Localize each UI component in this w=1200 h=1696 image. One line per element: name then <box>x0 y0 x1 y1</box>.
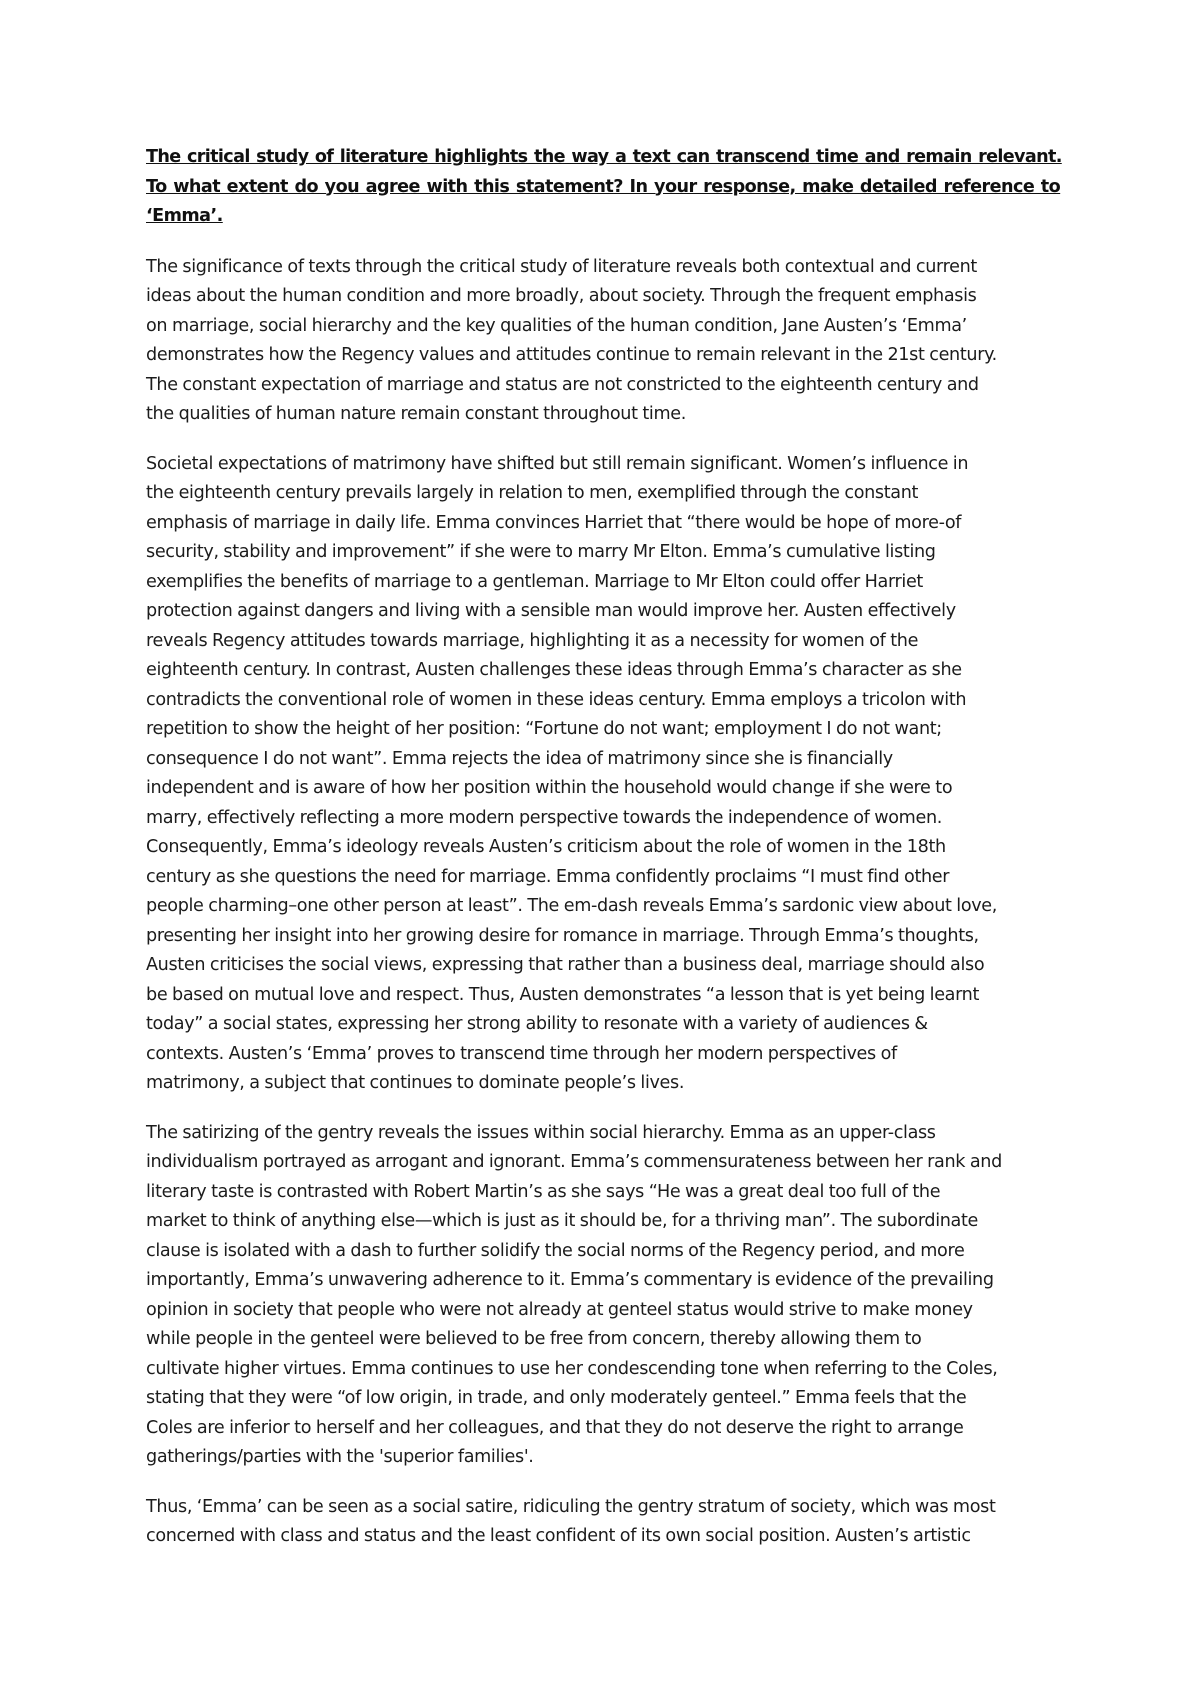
text-line: protection against dangers and living with a sensible man would improve her. Austen effectively <box>146 601 956 621</box>
text-line: importantly, Emma’s unwavering adherence to it. Emma’s commentary is evidence of the prevailing <box>146 1270 994 1290</box>
text-line: today” a social states, expressing her strong ability to resonate with a variety of audiences & <box>146 1014 928 1034</box>
paragraph-matrimony <box>146 450 1066 1099</box>
title-line: To what extent do you agree with this statement? In your response, make detailed reference to <box>146 176 1061 197</box>
text-line: people charming–one other person at least”. The em-dash reveals Emma’s sardonic view about love, <box>146 896 998 916</box>
text-line: Consequently, Emma’s ideology reveals Austen’s criticism about the role of women in the 18th <box>146 837 946 857</box>
text-line: demonstrates how the Regency values and attitudes continue to remain relevant in the 21st century. <box>146 345 997 365</box>
text-line: ideas about the human condition and more broadly, about society. Through the frequent emphasis <box>146 286 977 306</box>
text-line: the eighteenth century prevails largely in relation to men, exemplified through the constant <box>146 483 919 503</box>
text-line: literary taste is contrasted with Robert Martin’s as she says “He was a great deal too full of the <box>146 1181 941 1202</box>
text-line: exemplifies the benefits of marriage to a gentleman. Marriage to Mr Elton could offer Harriet <box>146 571 923 592</box>
text-line: opinion in society that people who were not already at genteel status would strive to make money <box>146 1299 973 1320</box>
text-line: Societal expectations of matrimony have shifted but still remain significant. Women’s influence in <box>146 453 969 474</box>
paragraph-introduction <box>146 253 1066 430</box>
text-line: repetition to show the height of her position: “Fortune do not want; employment I do not want; <box>146 719 942 739</box>
text-line: while people in the genteel were believed to be free from concern, thereby allowing them to <box>146 1329 922 1349</box>
text-line: reveals Regency attitudes towards marriage, highlighting it as a necessity for women of the <box>146 630 919 651</box>
text-line: The significance of texts through the critical study of literature reveals both contextual and current <box>146 256 977 277</box>
text-line: on marriage, social hierarchy and the key qualities of the human condition, Jane Austen’s ‘Emma’ <box>146 315 967 336</box>
text-line: eighteenth century. In contrast, Austen challenges these ideas through Emma’s character as she <box>146 660 962 680</box>
text-line: security, stability and improvement” if she were to marry Mr Elton. Emma’s cumulative listing <box>146 542 936 562</box>
title-line: The critical study of literature highlights the way a text can transcend time and remain relevant. <box>146 147 1062 167</box>
paragraph-social-satire <box>146 1493 1066 1552</box>
text-line: concerned with class and status and the least confident of its own social position. Austen’s artistic <box>146 1526 971 1546</box>
text-line: independent and is aware of how her position within the household would change if she were to <box>146 778 953 798</box>
paragraph-social-hierarchy <box>146 1119 1066 1473</box>
text-line: Thus, ‘Emma’ can be seen as a social satire, ridiculing the gentry stratum of society, which was most <box>146 1496 996 1517</box>
text-line: Austen criticises the social views, expressing that rather than a business deal, marriage should also <box>146 955 985 975</box>
text-line: The constant expectation of marriage and status are not constricted to the eighteenth century and <box>146 374 979 395</box>
text-line: contradicts the conventional role of women in these ideas century. Emma employs a tricolon with <box>146 689 967 710</box>
text-line: Coles are inferior to herself and her colleagues, and that they do not deserve the right to arrange <box>146 1417 964 1438</box>
text-line: stating that they were “of low origin, in trade, and only moderately genteel.” Emma feels that the <box>146 1388 967 1408</box>
text-line: marry, effectively reflecting a more modern perspective towards the independence of women. <box>146 807 942 828</box>
text-line: market to think of anything else—which is just as it should be, for a thriving man”. The subordinate <box>146 1211 979 1231</box>
text-line: cultivate higher virtues. Emma continues to use her condescending tone when referring to the Coles, <box>146 1358 998 1379</box>
text-line: consequence I do not want”. Emma rejects the idea of matrimony since she is financially <box>146 748 893 769</box>
text-line: emphasis of marriage in daily life. Emma convinces Harriet that “there would be hope of more-of <box>146 512 962 533</box>
text-line: The satirizing of the gentry reveals the issues within social hierarchy. Emma as an upper-class <box>146 1122 936 1143</box>
text-line: presenting her insight into her growing desire for romance in marriage. Through Emma’s thoughts, <box>146 925 979 946</box>
text-line: be based on mutual love and respect. Thus, Austen demonstrates “a lesson that is yet being learnt <box>146 984 980 1005</box>
text-line: gatherings/parties with the 'superior families'. <box>146 1447 534 1467</box>
text-line: matrimony, a subject that continues to dominate people’s lives. <box>146 1073 685 1093</box>
text-line: century as she questions the need for marriage. Emma confidently proclaims “I must find other <box>146 866 950 887</box>
text-line: contexts. Austen’s ‘Emma’ proves to transcend time through her modern perspectives of <box>146 1043 897 1064</box>
essay-question-title <box>146 143 1066 232</box>
text-line: clause is isolated with a dash to further solidify the social norms of the Regency period, and more <box>146 1240 965 1261</box>
document-body <box>146 143 1066 1572</box>
text-line: the qualities of human nature remain constant throughout time. <box>146 404 686 424</box>
text-line: individualism portrayed as arrogant and ignorant. Emma’s commensurateness between her rank and <box>146 1152 1002 1172</box>
title-line: ‘Emma’. <box>146 206 223 226</box>
